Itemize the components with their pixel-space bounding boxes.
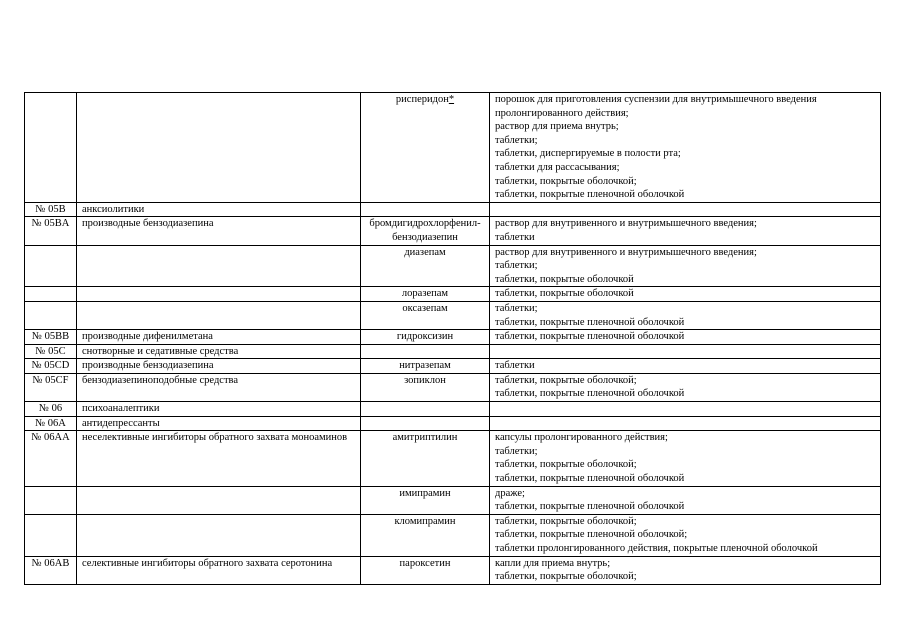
atc-code-cell: № 05CD	[25, 359, 77, 374]
drug-name: рисперидон	[395, 94, 449, 105]
drug-name: зопиклон	[404, 374, 446, 386]
drug-name-cell	[361, 486, 490, 514]
atc-code-cell	[25, 486, 77, 514]
footnote-mark[interactable]: *	[448, 94, 455, 105]
table-row	[25, 373, 881, 401]
drug-name-cell	[361, 373, 490, 401]
drug-name: пароксетин	[399, 557, 451, 569]
dosage-forms-cell	[490, 373, 881, 401]
anatomical-therapeutic-group-cell	[77, 245, 361, 287]
dosage-form-line: таблетки, покрытые оболочкой;	[495, 515, 637, 527]
drug-name: бромдигидрохлорфенил-бензодиазепин	[369, 218, 481, 243]
table-row	[25, 93, 881, 203]
atc-code-cell: № 05BA	[25, 217, 77, 245]
dosage-form-line: таблетки, покрытые оболочкой;	[495, 571, 637, 583]
dosage-form-line: таблетки, покрытые пленочной оболочкой	[495, 331, 685, 343]
atc-code-cell: № 06AB	[25, 556, 77, 584]
dosage-forms-cell	[490, 431, 881, 486]
drug-name-cell	[361, 287, 490, 302]
dosage-form-line: порошок для приготовления суспензии для внутримышечного введения	[495, 94, 817, 105]
atc-code-cell	[25, 287, 77, 302]
table-row	[25, 359, 881, 374]
drug-name: имипрамин	[399, 487, 451, 499]
atc-code-cell: № 06AA	[25, 431, 77, 486]
drug-name: гидроксизин	[396, 331, 454, 343]
dosage-forms-cell	[490, 416, 881, 431]
dosage-form-line: таблетки;	[495, 134, 538, 146]
drug-name: оксазепам	[402, 302, 448, 314]
dosage-form-line: таблетки;	[495, 445, 538, 457]
dosage-form-line: таблетки, покрытые пленочной оболочкой	[495, 473, 685, 485]
dosage-form-line: таблетки, покрытые оболочкой;	[495, 374, 637, 386]
dosage-form-line: таблетки, диспергируемые в полости рта;	[495, 148, 681, 160]
atc-code-cell: № 05B	[25, 202, 77, 217]
anatomical-therapeutic-group-cell	[77, 486, 361, 514]
anatomical-therapeutic-group-cell: снотворные и седативные средства	[77, 344, 361, 359]
table-row	[25, 245, 881, 287]
dosage-forms-cell	[490, 359, 881, 374]
atc-code-cell	[25, 301, 77, 329]
drug-name: амитриптилин	[392, 432, 458, 444]
drug-name-cell	[361, 330, 490, 345]
dosage-form-line: таблетки, покрытые оболочкой;	[495, 175, 637, 187]
drug-name-cell	[361, 245, 490, 287]
anatomical-therapeutic-group-cell	[77, 514, 361, 556]
dosage-form-line: таблетки для рассасывания;	[495, 161, 620, 173]
atc-code-cell	[25, 245, 77, 287]
drug-name: диазепам	[404, 246, 446, 258]
drug-name-cell	[361, 416, 490, 431]
dosage-form-line: раствор для внутривенного и внутримышечного введения;	[495, 246, 757, 258]
dosage-form-line: таблетки, покрытые оболочкой	[495, 288, 634, 300]
dosage-form-line: драже;	[495, 487, 525, 499]
atc-code-cell: № 05C	[25, 344, 77, 359]
atc-code-cell: № 06	[25, 402, 77, 417]
dosage-form-line: таблетки пролонгированного действия, покрытые пленочной оболочкой	[495, 543, 818, 554]
drug-name-cell	[361, 556, 490, 584]
drug-name: кломипрамин	[394, 515, 456, 527]
dosage-forms-cell	[490, 514, 881, 556]
dosage-forms-cell	[490, 402, 881, 417]
table-row	[25, 344, 881, 359]
dosage-form-line: таблетки, покрытые пленочной оболочкой	[495, 316, 685, 328]
atc-code-cell	[25, 93, 77, 203]
anatomical-therapeutic-group-cell	[77, 301, 361, 329]
atc-code-cell	[25, 514, 77, 556]
dosage-form-line: таблетки	[495, 360, 535, 372]
dosage-form-line: таблетки, покрытые оболочкой;	[495, 459, 637, 471]
dosage-forms-cell	[490, 93, 881, 203]
dosage-forms-cell	[490, 202, 881, 217]
anatomical-therapeutic-group-cell: производные дифенилметана	[77, 330, 361, 345]
dosage-forms-cell	[490, 330, 881, 345]
table-row	[25, 301, 881, 329]
drug-name: лоразепам	[401, 288, 449, 300]
drug-name-cell	[361, 514, 490, 556]
table-row	[25, 287, 881, 302]
table-row	[25, 556, 881, 584]
table-row	[25, 431, 881, 486]
anatomical-therapeutic-group-cell: бензодиазепиноподобные средства	[77, 373, 361, 401]
dosage-form-line: таблетки, покрытые пленочной оболочкой;	[495, 529, 688, 541]
drug-name-cell	[361, 217, 490, 245]
dosage-form-line: раствор для приема внутрь;	[495, 121, 619, 133]
drug-name-cell	[361, 402, 490, 417]
drug-list-table	[24, 92, 881, 585]
atc-code-cell: № 05CF	[25, 373, 77, 401]
drug-name-cell	[361, 359, 490, 374]
dosage-form-line: таблетки, покрытые пленочной оболочкой	[495, 189, 685, 201]
anatomical-therapeutic-group-cell: производные бензодиазепина	[77, 359, 361, 374]
drug-name-cell	[361, 344, 490, 359]
dosage-forms-cell	[490, 344, 881, 359]
anatomical-therapeutic-group-cell: неселективные ингибиторы обратного захвата моноаминов	[77, 431, 361, 486]
dosage-form-line: раствор для внутривенного и внутримышечного введения;	[495, 218, 757, 230]
anatomical-therapeutic-group-cell: производные бензодиазепина	[77, 217, 361, 245]
drug-name-cell	[361, 431, 490, 486]
dosage-forms-cell	[490, 287, 881, 302]
table-row	[25, 514, 881, 556]
dosage-form-line: таблетки, покрытые пленочной оболочкой	[495, 388, 685, 400]
table-row	[25, 202, 881, 217]
anatomical-therapeutic-group-cell: психоаналептики	[77, 402, 361, 417]
table-body	[25, 93, 881, 585]
dosage-form-line: пролонгированного действия;	[495, 107, 629, 119]
anatomical-therapeutic-group-cell: антидепрессанты	[77, 416, 361, 431]
table-row	[25, 330, 881, 345]
dosage-form-line: таблетки;	[495, 260, 538, 272]
dosage-form-line: таблетки	[495, 231, 535, 243]
drug-name-cell	[361, 301, 490, 329]
dosage-form-line: таблетки, покрытые пленочной оболочкой	[495, 501, 685, 513]
dosage-forms-cell	[490, 301, 881, 329]
anatomical-therapeutic-group-cell	[77, 287, 361, 302]
drug-list-table-container	[24, 92, 880, 585]
dosage-form-line: капсулы пролонгированного действия;	[495, 432, 668, 444]
dosage-form-line: таблетки, покрытые оболочкой	[495, 273, 634, 285]
table-row	[25, 486, 881, 514]
drug-name-cell	[361, 93, 490, 203]
drug-name-cell	[361, 202, 490, 217]
dosage-form-line: таблетки;	[495, 302, 538, 314]
dosage-forms-cell	[490, 245, 881, 287]
atc-code-cell: № 06A	[25, 416, 77, 431]
anatomical-therapeutic-group-cell	[77, 93, 361, 203]
dosage-forms-cell	[490, 556, 881, 584]
dosage-forms-cell	[490, 486, 881, 514]
dosage-form-line: капли для приема внутрь;	[495, 557, 611, 569]
dosage-forms-cell	[490, 217, 881, 245]
table-row	[25, 416, 881, 431]
table-row	[25, 217, 881, 245]
atc-code-cell: № 05BB	[25, 330, 77, 345]
anatomical-therapeutic-group-cell: анксиолитики	[77, 202, 361, 217]
drug-name: нитразепам	[399, 360, 451, 372]
table-row	[25, 402, 881, 417]
anatomical-therapeutic-group-cell: селективные ингибиторы обратного захвата серотонина	[77, 556, 361, 584]
